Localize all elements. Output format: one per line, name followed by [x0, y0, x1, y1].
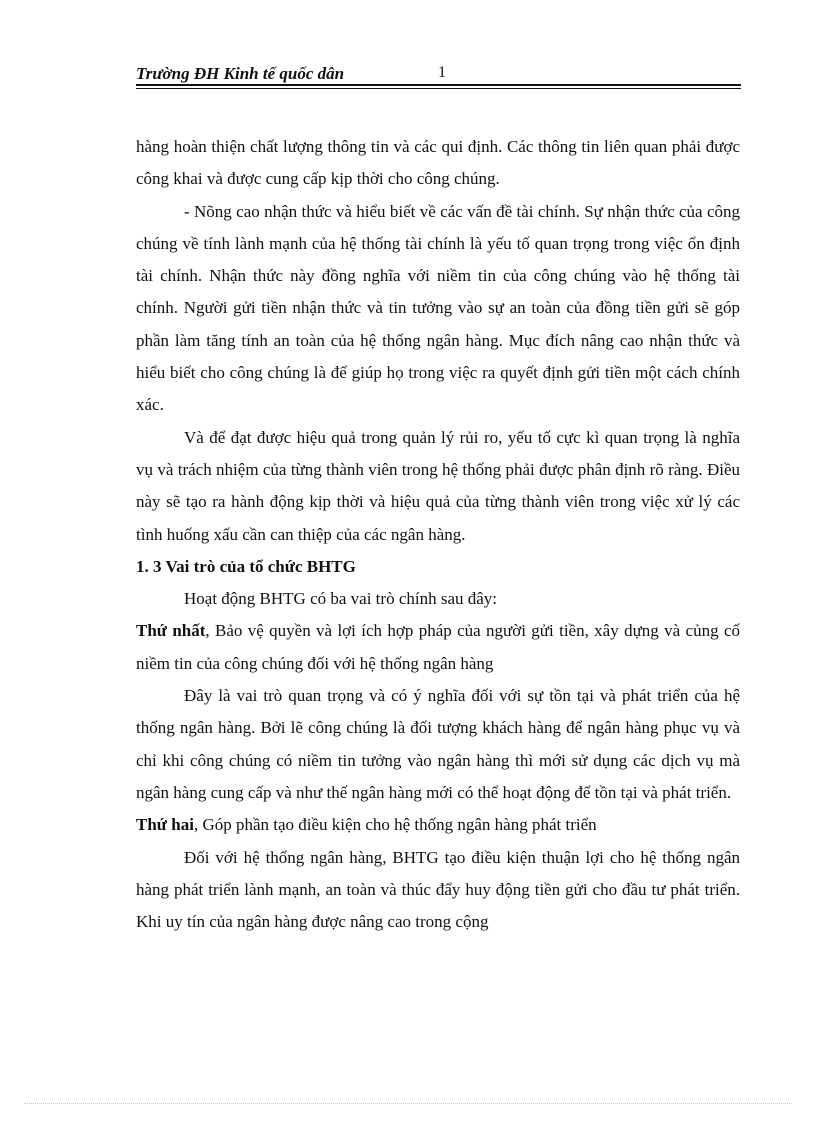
paragraph-8: Đối với hệ thống ngân hàng, BHTG tạo điều kiện thuận lợi cho hệ thống ngân hàng phát triển lành mạnh, an toàn và thúc đẩy huy động tiền gửi cho đầu tư phát triển. Khi uy tín của ngân hàng được nâng cao trong cộng — [136, 847, 740, 932]
paragraph-4: Hoạt động BHTG có ba vai trò chính sau đây: — [184, 589, 498, 609]
paragraph-1: hàng hoàn thiện chất lượng thông tin và các qui định. Các thông tin liên quan phải được công khai và được cung cấp kịp thời cho công chúng. — [136, 137, 740, 189]
header-rule-thin — [136, 88, 741, 89]
paragraph-5-text: , Bảo vệ quyền và lợi ích hợp pháp của người gửi tiền, xây dựng và củng cố niềm tin của công chúng đối với hệ thống ngân hàng — [136, 621, 740, 673]
paragraph-5-lead: Thứ nhất — [136, 621, 206, 641]
paragraph-3: Và để đạt được hiệu quả trong quản lý rủi ro, yếu tố cực kì quan trọng là nghĩa vụ và trách nhiệm của từng thành viên trong hệ thống phải được phân định rõ ràng. Điều này sẽ tạo ra hành động kịp thời và hiệu quả của từng thành viên trong việc xử lý các tình huống xấu cần can thiệp của các ngân hàng. — [136, 427, 740, 544]
paragraph-7-text: , Góp phần tạo điều kiện cho hệ thống ngân hàng phát triển — [193, 815, 597, 835]
paragraph-2: - Nõng cao nhận thức và hiểu biết về các vấn đề tài chính. Sự nhận thức của công chúng về tính lành mạnh của hệ thống tài chính là yếu tố quan trọng trong việc ổn định tài chính. Nhận thức này đồng nghĩa với niềm tin của công chúng vào hệ thống tài chính. Người gửi tiền nhận thức và tin tưởng vào sự an toàn của đồng tiền gửi sẽ góp phần làm tăng tính an toàn của hệ thống ngân hàng. Mục đích nâng cao nhận thức và hiểu biết cho công chúng là để giúp họ trong việc ra quyết định gửi tiền một cách chính xác. — [136, 201, 740, 415]
paragraph-5 — [136, 615, 740, 680]
paragraph-6: Đây là vai trò quan trọng và có ý nghĩa đối với sự tồn tại và phát triển của hệ thống ngân hàng. Bởi lẽ công chúng là đối tượng khách hàng để ngân hàng phục vụ và chỉ khi công chúng có niềm tin tưởng vào ngân hàng thì mới sử dụng các dịch vụ mà ngân hàng cung cấp và như thế ngân hàng mới có thể hoạt động để tồn tại và phát triển. — [136, 686, 740, 802]
header-rule-thick — [136, 84, 741, 86]
section-heading: 1. 3 Vai trò của tổ chức BHTG — [136, 556, 356, 576]
footer-divider — [24, 1103, 792, 1104]
page-header — [136, 62, 741, 92]
document-body — [136, 131, 740, 938]
paragraph-7 — [136, 809, 740, 841]
page-number: 1 — [438, 64, 446, 81]
paragraph-7-lead: Thứ hai — [136, 815, 194, 835]
header-title: Trường ĐH Kinh tế quốc dân — [136, 64, 345, 83]
